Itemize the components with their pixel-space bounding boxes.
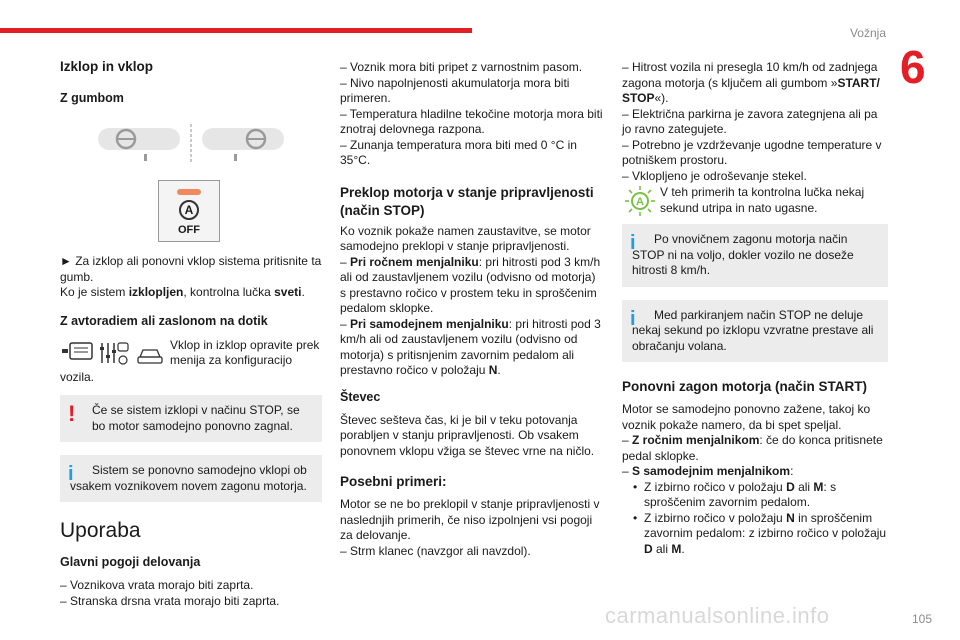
info-icon: i — [630, 307, 636, 330]
column-1 — [60, 56, 322, 609]
subheading-touchscreen: Z avtoradiem ali zaslonom na dotik — [60, 313, 268, 328]
chapter-color-bar — [0, 28, 472, 33]
instruction-press-button: ► Za izklop ali ponovni vklop sistema pritisnite ta gumb. — [60, 254, 322, 284]
dashboard-illustration — [60, 122, 322, 166]
list-item: • Z izbirno ročico v položaju N in sproščenim zavornim pedalom: z izbirno ročico v položaju D ali M. — [628, 511, 888, 558]
settings-sliders-icon — [100, 343, 116, 363]
subheading-z-gumbom: Z gumbom — [60, 91, 124, 105]
subheading-counter: Števec — [340, 389, 381, 404]
section-title-izklop: Izklop in vklop — [60, 59, 154, 74]
blink-warning-row — [622, 185, 888, 217]
start-intro: Motor se samodejno ponovno zažene, takoj ko voznik pokaže namero, da bi spet speljal. — [622, 402, 871, 432]
info-icon: i — [68, 463, 74, 485]
auto-stop-letter-icon: A — [179, 200, 199, 220]
column-3 — [622, 60, 888, 557]
touchscreen-row — [60, 339, 322, 371]
stop-start-warning-light-icon — [622, 185, 658, 217]
warning-exclamation-icon: ! — [68, 401, 76, 426]
list-item: – Temperatura hladilne tekočine motorja mora biti znotraj delovnega razpona. — [340, 106, 603, 136]
subheading-conditions: Glavni pogoji delovanja — [60, 555, 201, 569]
list-item: – Voznikova vrata morajo biti zaprta. — [60, 578, 254, 592]
counter-text: Števec sešteva čas, ki je bil v teku potovanja porabljen v stanju pripravljenosti. Ob vsakem ponovnem vklopu vžiga se števec vrne na ničlo. — [340, 412, 595, 458]
section-title-special: Posebni primeri: — [340, 474, 447, 489]
list-item: – Potrebno je vzdrževanje ugodne temperature v potniškem prostoru. — [622, 137, 882, 167]
info-box-restart-speed — [622, 224, 888, 287]
special-text: Motor se ne bo preklopil v stanje pripravljenosti v naslednjih primerih, če niso izpolnjeni vsi pogoji za delovanje. — [340, 497, 600, 542]
chapter-number: 6 — [900, 41, 926, 93]
stop-auto: – Pri samodejnem menjalniku: pri hitrosti pod 3 km/h ali od zaustavljenem vozilu (odvisno od motorja) s pritisnjenim zavornim pedalom ali prestavno ročico v položaju N. — [340, 316, 601, 377]
list-item: – Strm klanec (navzgor ali navzdol). — [340, 543, 531, 558]
info-box-restart — [60, 455, 322, 502]
button-off-label: OFF — [178, 224, 200, 236]
watermark: carmanualsonline.info — [605, 603, 830, 628]
list-item: – Voznik mora biti pripet z varnostnim pasom. — [340, 60, 583, 74]
info-text-restart: Sistem se ponovno samodejno vklopi ob vsakem voznikovem novem zagonu motorja. — [70, 463, 307, 493]
list-item: • Z izbirno ročico v položaju D ali M: s sproščenim zavornim pedalom. — [628, 480, 888, 511]
section-title-start: Ponovni zagon motorja (način START) — [622, 379, 867, 394]
list-item: – Zunanja temperatura mora biti med 0 °C in 35°C. — [340, 137, 577, 167]
svg-text:A: A — [636, 196, 644, 208]
info-text-speed: Po vnovičnem zagonu motorja način STOP ni na voljo, dokler vozilo ne doseže hitrosti 8 km/h. — [632, 232, 854, 277]
stop-manual: – Pri ročnem menjalniku: pri hitrosti pod 3 km/h ali od zaustavljenem vozilu (odvisno od motorja) s prestavno ročico v prostem teku in sproščenim pedalom sklopke. — [340, 254, 601, 315]
column-2 — [340, 60, 604, 559]
steering-wheel-right-icon — [202, 128, 284, 161]
stop-start-off-button[interactable] — [158, 180, 220, 242]
list-item: – Nivo napolnjenosti akumulatorja mora biti primeren. — [340, 75, 570, 105]
chapter-title: Vožnja — [849, 26, 886, 40]
warning-box — [60, 395, 322, 442]
section-title-stop: Preklop motorja v stanje pripravljenosti (način STOP) — [340, 184, 594, 218]
warning-text: Če se sistem izklopi v načinu STOP, se bo motor samodejno ponovno zagnal. — [92, 403, 300, 433]
button-indicator-light — [177, 189, 201, 195]
list-item: – Vklopljeno je odroševanje stekel. — [622, 168, 807, 183]
vehicle-config-icon — [118, 343, 162, 364]
info-text-parking: Med parkiranjem način STOP ne deluje nekaj sekund po izklopu vzvratne prestave ali obračanju volana. — [632, 307, 874, 353]
info-icon: i — [630, 232, 636, 254]
speed-condition: – Hitrost vozila ni presegla 10 km/h od zadnjega zagona motorja (s ključem ali gumbom »START/ STOP«). — [622, 60, 880, 105]
section-title-uporaba: Uporaba — [60, 519, 141, 542]
blink-text: V teh primerih ta kontrolna lučka nekaj sekund utripa in nato ugasne. — [660, 185, 865, 215]
touchscreen-text-end: vozila. — [60, 369, 95, 384]
stop-intro: Ko voznik pokaže namen zaustavitve, se motor samodejno preklopi v stanje pripravljenosti. — [340, 223, 591, 253]
info-box-parking — [622, 300, 888, 363]
page-number: 105 — [912, 612, 933, 626]
list-item: – Stranska drsna vrata morajo biti zaprta. — [60, 593, 280, 608]
status-sentence: Ko je sistem izklopljen, kontrolna lučka sveti. — [60, 285, 305, 299]
start-auto: – S samodejnim menjalnikom: — [622, 464, 794, 478]
touchscreen-icon — [62, 343, 92, 359]
start-manual: – Z ročnim menjalnikom: če do konca pritisnete pedal sklopke. — [622, 433, 883, 463]
steering-wheel-left-icon — [98, 128, 180, 161]
touchscreen-text: Vklop in izklop opravite prek menija za konfiguracijo — [170, 337, 320, 367]
conditions-list — [60, 578, 322, 609]
list-item: – Električna parkirna je zavora zategnjena ali pa jo ravno zategujete. — [622, 106, 878, 136]
